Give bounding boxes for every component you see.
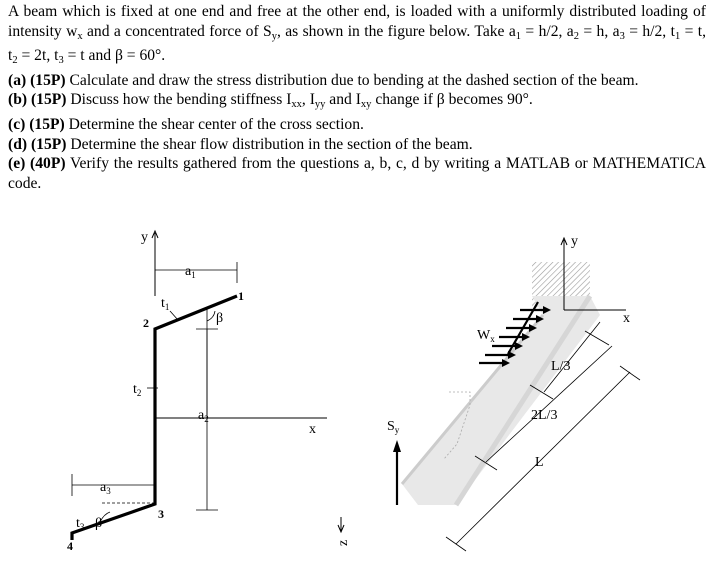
- len-two-thirds-label: 2L/3: [531, 408, 558, 423]
- cs-z-label: z: [336, 539, 351, 546]
- node-3: 3: [158, 507, 164, 521]
- cs-x-label: x: [309, 422, 316, 437]
- a3-label: $a_3$: [100, 480, 111, 496]
- len-third-label: L/3: [551, 359, 571, 374]
- beam-view: [387, 234, 640, 551]
- question-d: (d) (15P) Determine the shear flow distribution in the section of the beam.: [8, 135, 473, 153]
- node-4: 4: [67, 539, 73, 553]
- t3-label: $t_3$: [76, 516, 85, 532]
- node-1: 1: [238, 289, 244, 303]
- sy-label: $S_y$: [387, 419, 400, 435]
- t2-label: $t_2$: [133, 382, 142, 398]
- question-a: (a) (15P) Calculate and draw the stress distribution due to bending at the dashed section of the beam.: [8, 71, 639, 89]
- question-c: (c) (15P) Determine the shear center of the cross section.: [8, 115, 364, 133]
- wx-label: $W_x$: [477, 328, 495, 344]
- a2-label: $a_2$: [198, 408, 209, 424]
- len-full-label: L: [535, 455, 544, 470]
- beam-y-label: y: [571, 234, 578, 249]
- node-2: 2: [143, 316, 149, 330]
- cross-section: [67, 230, 351, 553]
- question-e: (e) (40P) Verify the results gathered from the questions a, b, c, d by writing a MATLAB or MATHEMATICA code.: [8, 155, 706, 192]
- beam-x-label: x: [623, 311, 630, 326]
- beta-top-label: β: [216, 311, 224, 326]
- t1-label: $t_1$: [161, 296, 170, 312]
- beta-bottom-label: β: [95, 516, 103, 531]
- cs-y-label: y: [141, 230, 148, 245]
- problem-intro: A beam which is fixed at one end and free at the other end, is loaded with a uniformly distributed loading of intensity $w_x$ and a concentrated force of $S_y$, as shown in the figure below. Take $a_1 = h/2$, $a_2 = h$, $a_3 = h/2$, $t_1 = t$, $t_2 = 2t$, $t_3 = t$ and β = 60°.: [8, 3, 706, 67]
- a1-label: $a_1$: [185, 264, 196, 280]
- question-b: (b) (15P) Discuss how the bending stiffness $I_{xx}$, $I_{yy}$ and $I_{xy}$ change if β becomes 90°.: [8, 91, 533, 111]
